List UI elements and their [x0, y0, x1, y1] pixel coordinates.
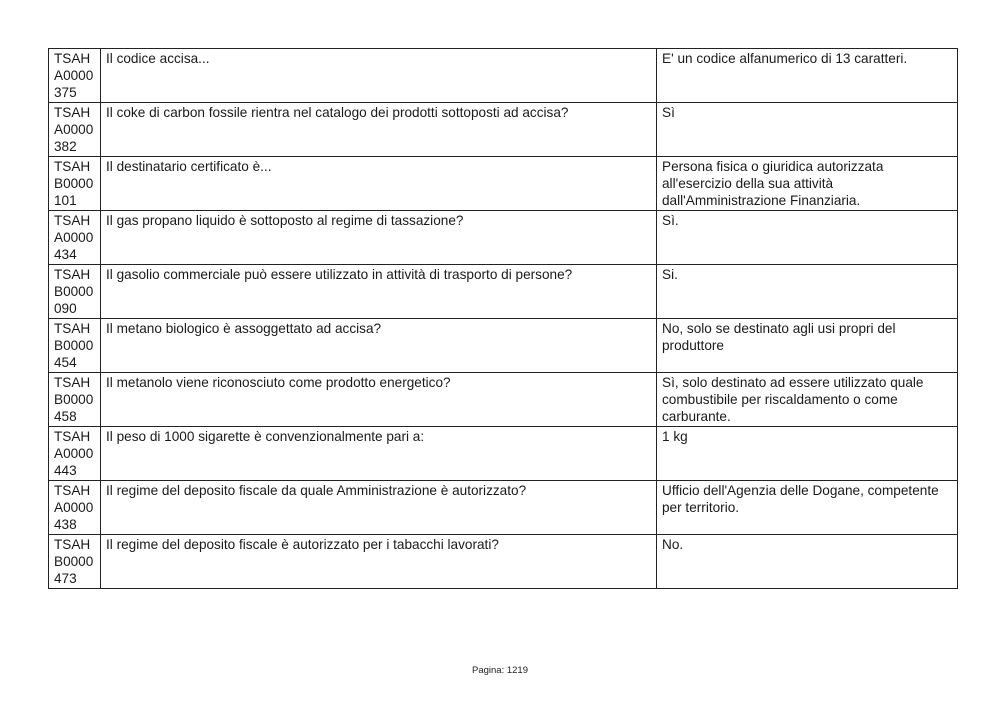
table-row	[49, 103, 958, 157]
table-row	[49, 373, 958, 427]
question-code: TSAH B0000 454	[49, 319, 101, 373]
question-code: TSAH A0000 438	[49, 481, 101, 535]
question-code: TSAH A0000 443	[49, 427, 101, 481]
question-code: TSAH B0000 090	[49, 265, 101, 319]
answer-text: Sì, solo destinato ad essere utilizzato quale combustibile per riscaldamento o come carburante.	[657, 373, 958, 427]
question-code: TSAH A0000 375	[49, 49, 101, 103]
question-text: Il gas propano liquido è sottoposto al regime di tassazione?	[101, 211, 657, 265]
answer-text: No, solo se destinato agli usi propri del produttore	[657, 319, 958, 373]
page-number: Pagina: 1219	[472, 665, 528, 676]
question-text: Il gasolio commerciale può essere utilizzato in attività di trasporto di persone?	[101, 265, 657, 319]
answer-text: Sì.	[657, 211, 958, 265]
table-row	[49, 265, 958, 319]
question-code: TSAH B0000 473	[49, 535, 101, 589]
table-row	[49, 427, 958, 481]
answer-text: E' un codice alfanumerico di 13 caratteri.	[657, 49, 958, 103]
question-text: Il metanolo viene riconosciuto come prodotto energetico?	[101, 373, 657, 427]
question-text: Il codice accisa...	[101, 49, 657, 103]
answer-text: No.	[657, 535, 958, 589]
answer-text: Si.	[657, 265, 958, 319]
answer-text: 1 kg	[657, 427, 958, 481]
question-text: Il metano biologico è assoggettato ad accisa?	[101, 319, 657, 373]
question-text: Il destinatario certificato è...	[101, 157, 657, 211]
question-text: Il regime del deposito fiscale da quale Amministrazione è autorizzato?	[101, 481, 657, 535]
answer-text: Sì	[657, 103, 958, 157]
question-code: TSAH B0000 101	[49, 157, 101, 211]
answer-text: Persona fisica o giuridica autorizzata all'esercizio della sua attività dall'Amministrazione Finanziaria.	[657, 157, 958, 211]
table-row	[49, 319, 958, 373]
question-text: Il peso di 1000 sigarette è convenzionalmente pari a:	[101, 427, 657, 481]
question-code: TSAH A0000 382	[49, 103, 101, 157]
answer-text: Ufficio dell'Agenzia delle Dogane, competente per territorio.	[657, 481, 958, 535]
question-code: TSAH A0000 434	[49, 211, 101, 265]
question-text: Il coke di carbon fossile rientra nel catalogo dei prodotti sottoposti ad accisa?	[101, 103, 657, 157]
table-row	[49, 211, 958, 265]
table-row	[49, 49, 958, 103]
question-text: Il regime del deposito fiscale è autorizzato per i tabacchi lavorati?	[101, 535, 657, 589]
question-answer-table	[48, 48, 958, 589]
table-row	[49, 157, 958, 211]
table-row	[49, 535, 958, 589]
question-code: TSAH B0000 458	[49, 373, 101, 427]
table-row	[49, 481, 958, 535]
